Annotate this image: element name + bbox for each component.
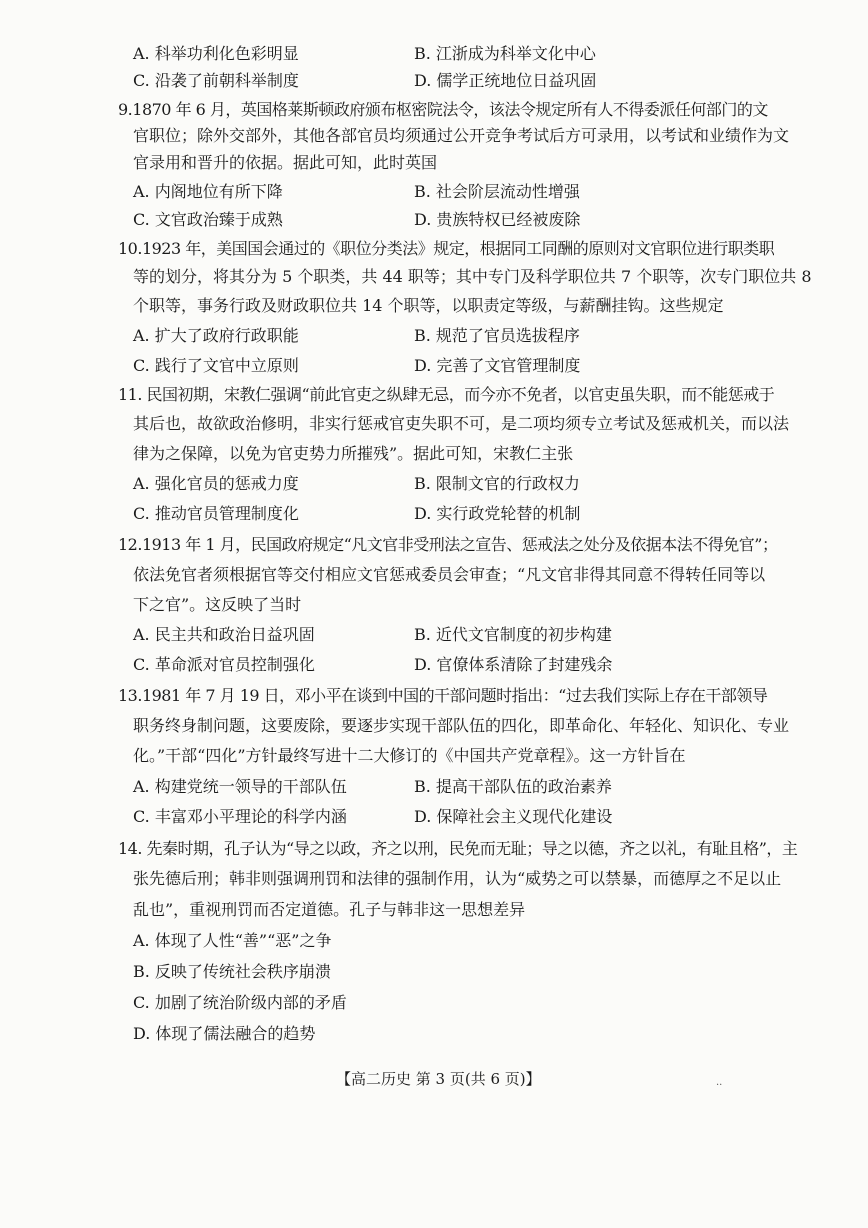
footer-mark: .. <box>716 1077 723 1088</box>
q9-option-a: A. 内阁地位有所下降 <box>133 182 283 201</box>
q12-option-d: D. 官僚体系清除了封建残余 <box>414 655 613 674</box>
q11-option-c: C. 推动官员管理制度化 <box>133 504 299 523</box>
q9-option-b: B. 社会阶层流动性增强 <box>414 182 580 201</box>
q14-option-c: C. 加剧了统治阶级内部的矛盾 <box>133 993 347 1012</box>
q9-option-d: D. 贵族特权已经被废除 <box>414 210 581 229</box>
q13-option-c: C. 丰富邓小平理论的科学内涵 <box>133 807 347 826</box>
q13-option-a: A. 构建党统一领导的干部队伍 <box>133 777 347 796</box>
exam-page: A. 科举功利化色彩明显 B. 江浙成为科举文化中心 C. 沿袭了前朝科举制度 D. 儒学正统地位日益巩固 9.1870 年 6 月，英国格莱斯顿政府颁布枢密院法令，该法令规定所有人不得委派任何部门的文 官职位；除外交部外，其他各部官员均须通过公开竞争考试后方可录用，以考试和业绩作为文 官录用和晋升的依据。据此可知，此时英国 A. 内阁地位有所下降 B. 社会阶层流动性增强 C. 文官政治臻于成熟 D. 贵族特权已经被废除 10.1923 年，美国国会通过的《职位分类法》规定，根据同工同酬的原则对文官职位进行职类职 等的划分，将其分为 5 个职类，共 44 职等；其中专门及科学职位共 7 个职等，次专门职位共 8 个职等，事务行政及财政职位共 14 个职等，以职责定等级，与薪酬挂钩。这些规定 A. 扩大了政府行政职能 B. 规范了官员选拔程序 C. 践行了文官中立原则 D. 完善了文官管理制度 11. 民国初期，宋教仁强调“前此官吏之纵肆无忌，而今亦不免者，以官吏虽失职，而不能惩戒于 其后也，故欲政治修明，非实行惩戒官吏失职不可，是二项均须专立考试及惩戒机关，而以法 律为之保障，以免为官吏势力所摧残”。据此可知，宋教仁主张 A. 强化官员的惩戒力度 B. 限制文官的行政权力 C. 推动官员管理制度化 D. 实行政党轮替的机制 12.1913 年 1 月，民国政府规定“凡文官非受刑法之宣告、惩戒法之处分及依据本法不得免官”； 依法免官者须根据官等交付相应文官惩戒委员会审查；“凡文官非得其同意不得转任同等以 下之官”。这反映了当时 A. 民主共和政治日益巩固 B. 近代文官制度的初步构建 C. 革命派对官员控制强化 D. 官僚体系清除了封建残余 13.1981 年 7 月 19 日，邓小平在谈到中国的干部问题时指出：“过去我们实际上存在干部领导 职务终身制问题，这要废除，要逐步实现干部队伍的四化，即革命化、年轻化、知识化、专业 化。”干部“四化”方针最终写进十二大修订的《中国共产党章程》。这一方针旨在 A. 构建党统一领导的干部队伍 B. 提高干部队伍的政治素养 C. 丰富邓小平理论的科学内涵 D. 保障社会主义现代化建设 14. 先秦时期，孔子认为“导之以政，齐之以刑，民免而无耻；导之以德，齐之以礼，有耻且格”，主 张先德后刑；韩非则强调刑罚和法律的强制作用，认为“威势之可以禁暴，而德厚之不足以止 乱也”，重视刑罚而否定道德。孔子与韩非这一思想差异 A. 体现了人性“善”“恶”之争 B. 反映了传统社会秩序崩溃 C. 加剧了统治阶级内部的矛盾 D. 体现了儒法融合的趋势 【高二历史 第 3 页(共 6 页)】 .. <box>0 0 868 1228</box>
q14-option-b: B. 反映了传统社会秩序崩溃 <box>133 962 331 981</box>
q10-option-c: C. 践行了文官中立原则 <box>133 356 299 375</box>
q12-option-c: C. 革命派对官员控制强化 <box>133 655 315 674</box>
q11-option-b: B. 限制文官的行政权力 <box>414 474 580 493</box>
q11-option-a: A. 强化官员的惩戒力度 <box>133 474 299 493</box>
q8-option-d: D. 儒学正统地位日益巩固 <box>414 71 597 90</box>
q11-option-d: D. 实行政党轮替的机制 <box>414 504 581 523</box>
q8-option-c: C. 沿袭了前朝科举制度 <box>133 71 299 90</box>
q10-option-a: A. 扩大了政府行政职能 <box>133 326 299 345</box>
q14-option-a: A. 体现了人性“善”“恶”之争 <box>133 931 332 950</box>
q10-option-b: B. 规范了官员选拔程序 <box>414 326 580 345</box>
q13-option-d: D. 保障社会主义现代化建设 <box>414 807 613 826</box>
q10-option-d: D. 完善了文官管理制度 <box>414 356 581 375</box>
q8-option-b: B. 江浙成为科举文化中心 <box>414 44 596 63</box>
footer-page-label: 【高二历史 第 3 页(共 6 页)】 <box>336 1070 541 1088</box>
q8-option-a: A. 科举功利化色彩明显 <box>133 44 299 63</box>
q9-option-c: C. 文官政治臻于成熟 <box>133 210 283 229</box>
q12-option-a: A. 民主共和政治日益巩固 <box>133 625 315 644</box>
q12-option-b: B. 近代文官制度的初步构建 <box>414 625 612 644</box>
q13-option-b: B. 提高干部队伍的政治素养 <box>414 777 612 796</box>
q14-option-d: D. 体现了儒法融合的趋势 <box>133 1024 316 1043</box>
